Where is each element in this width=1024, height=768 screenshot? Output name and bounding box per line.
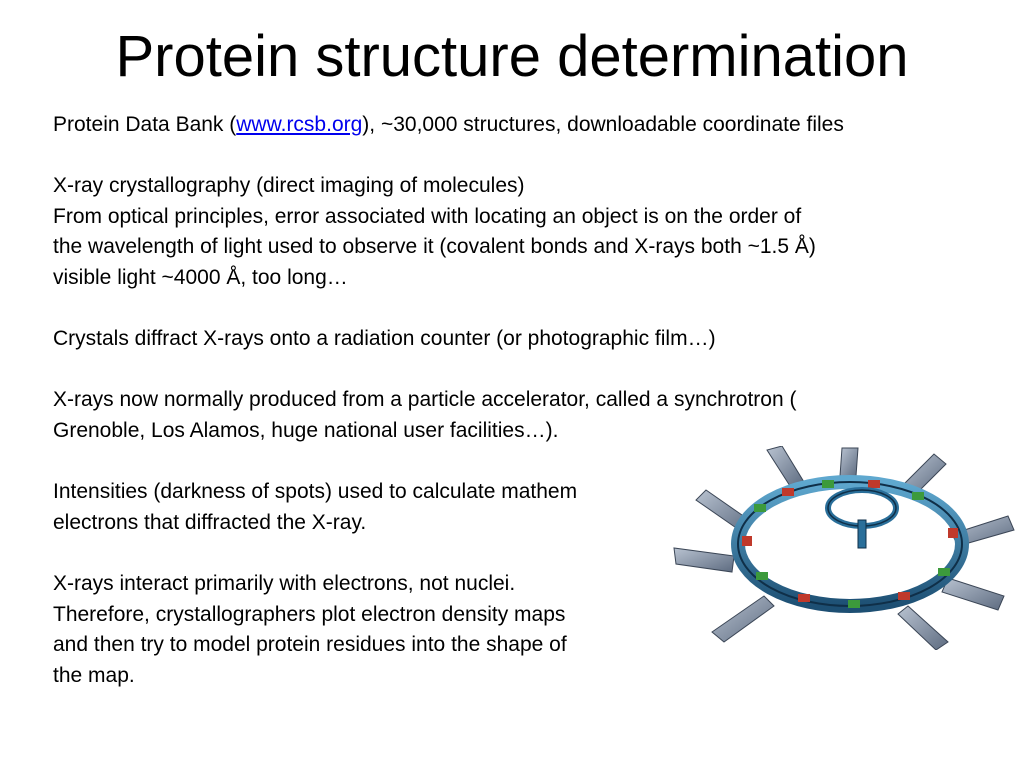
linac: [858, 520, 866, 548]
beamline-bottom-right: [898, 606, 948, 650]
xray-line-4: visible light ~4000 Å, too long…: [53, 265, 348, 289]
intensities-line-1: Intensities (darkness of spots) used to calculate mathem: [53, 480, 578, 504]
storage-ring-inner: [738, 482, 962, 606]
intensities-line-2: electrons that diffracted the X-ray.: [53, 510, 367, 534]
electrons-line-4: the map.: [53, 663, 135, 687]
beamline-lower-right: [942, 578, 1004, 610]
beamline-left-low: [674, 548, 734, 572]
spacer: [53, 294, 1018, 325]
pdb-line: [53, 110, 1018, 141]
pdb-prefix: Protein Data Bank (: [53, 113, 237, 136]
electrons-line-3: and then try to model protein residues into the shape of: [53, 633, 567, 657]
crystals-line-1: Crystals diffract X-rays onto a radiation counter (or photographic film…): [53, 327, 716, 351]
pdb-suffix: ), ~30,000 structures, downloadable coordinate files: [362, 113, 844, 136]
beamline-top-left: [767, 446, 804, 486]
rcsb-link[interactable]: www.rcsb.org: [236, 113, 363, 136]
synchrotron-illustration: [672, 446, 1018, 650]
synchrotron-line-2: Grenoble, Los Alamos, huge national user facilities…).: [53, 418, 559, 442]
synchrotron-line-1: X-rays now normally produced from a particle accelerator, called a synchrotron (: [53, 388, 797, 412]
xray-line-1: X-ray crystallography (direct imaging of molecules): [53, 174, 525, 198]
spacer: [53, 355, 1018, 386]
electrons-line-1: X-rays interact primarily with electrons, not nuclei.: [53, 571, 516, 595]
spacer: [53, 141, 1018, 172]
xray-line-3: the wavelength of light used to observe it (covalent bonds and X-rays both ~1.5 Å): [53, 235, 816, 259]
slide-title: Protein structure determination: [115, 24, 909, 89]
electrons-line-2: Therefore, crystallographers plot electron density maps: [53, 602, 566, 626]
xray-line-2: From optical principles, error associated with locating an object is on the order of: [53, 204, 802, 228]
beamline-bottom-left: [712, 596, 774, 642]
beamline-top: [840, 448, 858, 476]
